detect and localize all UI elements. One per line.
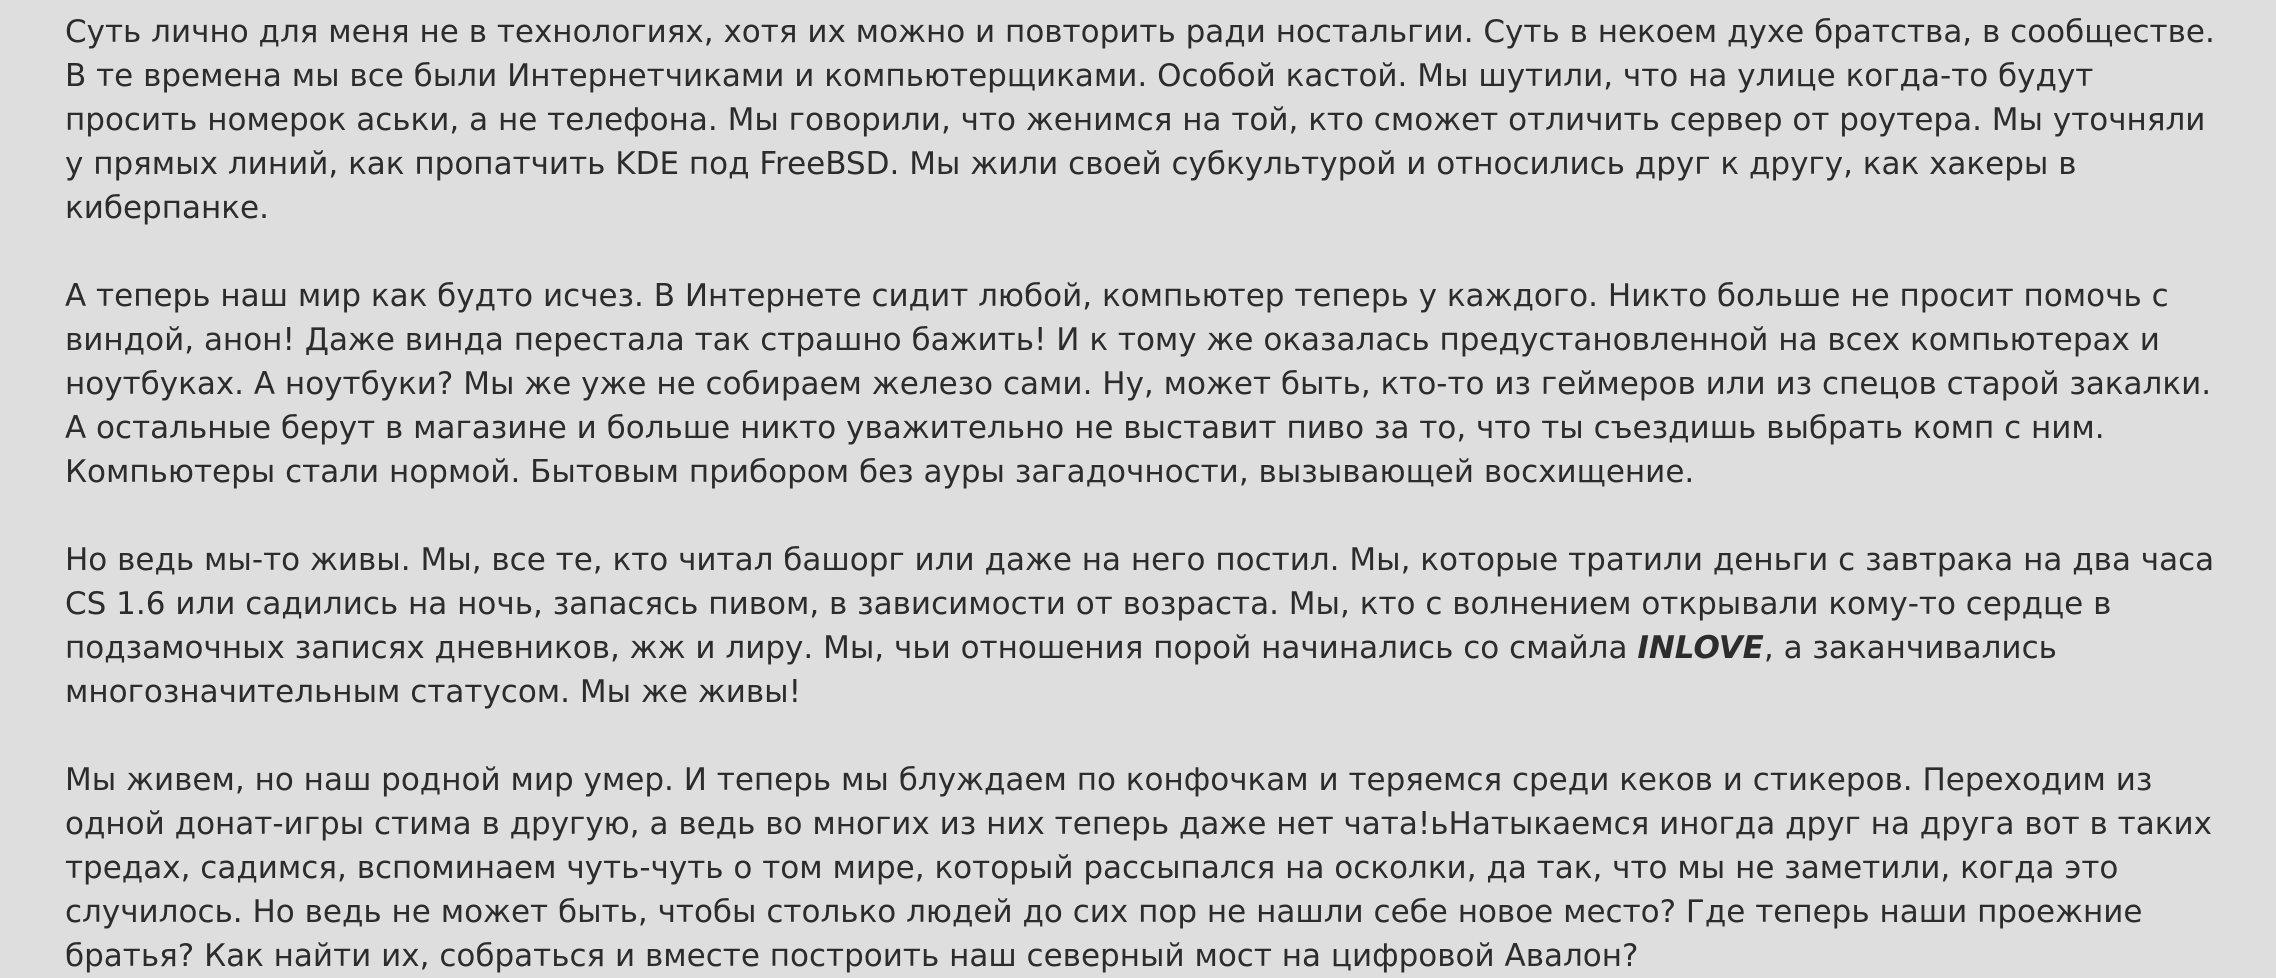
paragraph-4: Мы живем, но наш родной мир умер. И теперь мы блуждаем по конфочкам и теряемся среди кеков и стикеров. Переходим из одной донат-игры стима в другую, а ведь во многих из них теперь даже нет чата!ьНатыкаемся иногда друг на друга вот в таких тредах, садимся, вспоминаем чуть-чуть о том мире, который рассыпался на осколки, да так, что мы не заметили, когда это случилось. Но ведь не может быть, чтобы столько людей до сих пор не нашли себе новое место? Где теперь наши проежние братья? Как найти их, собраться и вместе построить наш северный мост на цифровой Авалон? xyxy=(65,762,2212,974)
paragraph-3 xyxy=(65,538,2216,714)
inlove-emphasis: INLOVE xyxy=(1637,630,1764,666)
paragraph-3-text-before: Но ведь мы-то живы. Мы, все те, кто читал башорг или даже на него постил. Мы, которые тратили деньги с завтрака на два часа CS 1.6 или садились на ночь, запасясь пивом, в зависимости от возраста. Мы, кто с волнением открывали кому-то сердце в подзамочных записях дневников, жж и лиру. Мы, чьи отношения порой начинались со смайла xyxy=(65,542,2215,666)
paragraph-3-text-after: , а заканчивались многозначительным статусом. Мы же живы! xyxy=(65,630,2057,710)
paragraph-1: Суть лично для меня не в технологиях, хотя их можно и повторить ради ностальгии. Суть в некоем духе братства, в сообществе. В те времена мы все были Интернетчиками и компьютерщиками. Особой кастой. Мы шутили, что на улице когда-то будут просить номерок аськи, а не телефона. Мы говорили, что женимся на той, кто сможет отличить сервер от роутера. Мы уточняли у прямых линий, как пропатчить KDE под FreeBSD. Мы жили своей субкультурой и относились друг к другу, как хакеры в киберпанке. xyxy=(65,14,2215,226)
paragraph-2: А теперь наш мир как будто исчез. В Интернете сидит любой, компьютер теперь у каждого. Никто больше не просит помочь с виндой, анон! Даже винда перестала так страшно бажить! И к тому же оказалась предустановленной на всех компьютерах и ноутбуках. А ноутбуки? Мы же уже не собираем железо сами. Ну, может быть, кто-то из геймеров или из спецов старой закалки. А остальные берут в магазине и больше никто уважительно не выставит пиво за то, что ты съездишь выбрать комп с ним. Компьютеры стали нормой. Бытовым прибором без ауры загадочности, вызывающей восхищение. xyxy=(65,278,2212,490)
